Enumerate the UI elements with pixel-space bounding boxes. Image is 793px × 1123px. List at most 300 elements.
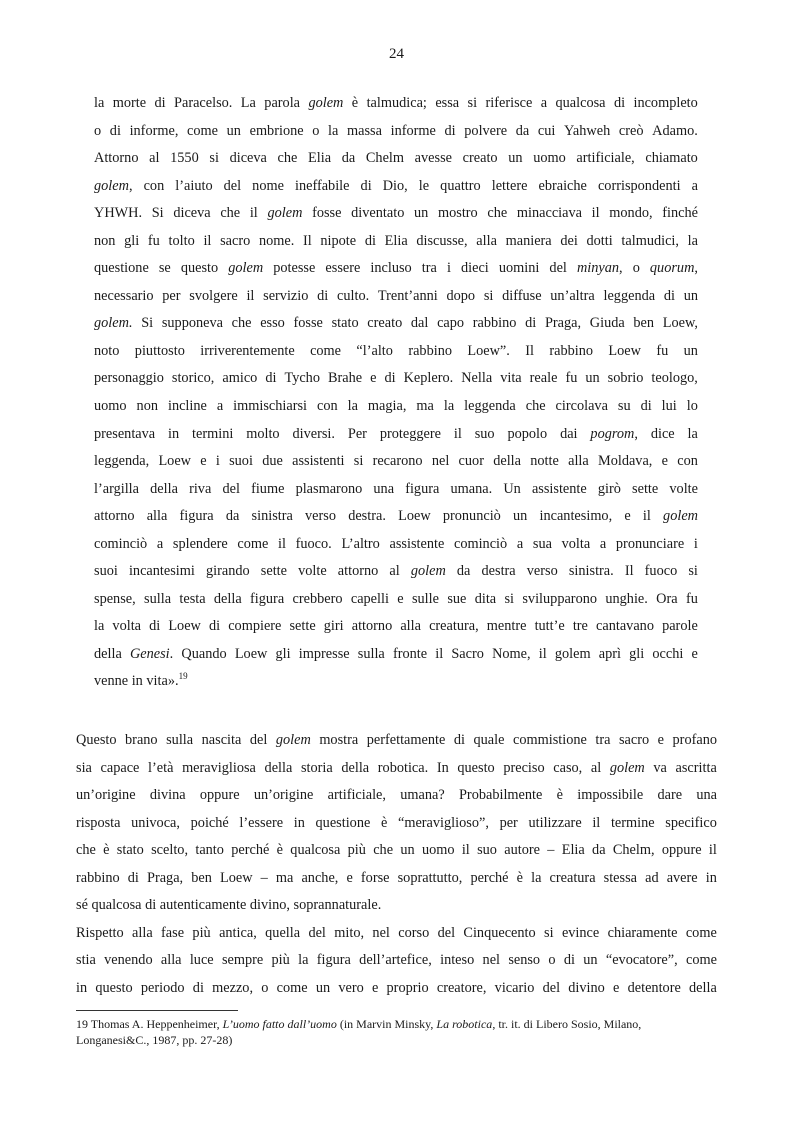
word: il	[642, 508, 651, 525]
word: autore	[504, 842, 540, 859]
word: spense,	[94, 590, 136, 607]
word: e	[657, 732, 665, 748]
word: l’argilla	[94, 480, 139, 497]
word: cominciò	[453, 535, 508, 552]
word: sulla	[166, 732, 194, 748]
body-line	[76, 727, 717, 755]
word: Genesi.	[129, 645, 174, 662]
word: minyan,	[576, 260, 623, 277]
word: giri	[323, 618, 344, 635]
word: leggenda,	[94, 453, 150, 470]
word: di	[208, 618, 221, 635]
word: Chelm	[365, 150, 405, 167]
footnote	[76, 1016, 717, 1048]
word: dopo	[446, 287, 476, 304]
word: e	[370, 370, 377, 387]
word: della	[213, 590, 242, 607]
word: un	[414, 205, 429, 222]
word: personaggio	[94, 370, 164, 387]
word: ad	[645, 869, 659, 886]
word: figura	[405, 480, 440, 497]
word: Loew,	[662, 315, 698, 332]
page-number: 24	[389, 46, 404, 62]
word: dotti	[586, 232, 613, 249]
word: Il	[624, 563, 634, 580]
word: o	[261, 979, 269, 996]
word: di	[453, 732, 465, 748]
word: chiamato	[645, 150, 698, 167]
word: è	[516, 869, 523, 886]
word: un	[513, 508, 528, 525]
word: il	[435, 645, 444, 662]
word: impresse	[298, 645, 350, 662]
word: la	[347, 398, 358, 415]
word: mostra	[319, 732, 359, 748]
word: stessa	[603, 869, 637, 886]
word: da	[225, 508, 240, 525]
word: e	[200, 453, 207, 470]
word: assistente	[531, 480, 587, 497]
word: da	[341, 150, 356, 167]
word: potesse	[273, 260, 316, 277]
word: capo	[437, 315, 465, 332]
word: antica,	[219, 924, 257, 941]
word: figura	[179, 508, 214, 525]
word: le	[418, 177, 430, 194]
word: sempre	[221, 952, 264, 969]
body-line	[76, 810, 717, 838]
word: fase	[161, 924, 185, 941]
word: alla	[400, 618, 421, 635]
word: un	[226, 122, 241, 139]
quote-line	[94, 641, 698, 669]
word: due	[262, 453, 283, 470]
word: un	[683, 342, 698, 359]
word: “l’alto	[356, 342, 393, 359]
word: stia	[76, 952, 96, 969]
word: divina	[149, 787, 186, 804]
word: Loew”.	[467, 342, 510, 359]
word: di	[563, 952, 575, 969]
word: qualcosa	[290, 842, 341, 859]
word: risposta	[76, 814, 121, 831]
word: sette	[260, 563, 287, 580]
word: svolgere	[189, 287, 238, 304]
word: Il	[525, 342, 534, 359]
word: è	[351, 95, 359, 111]
word: sulla	[357, 645, 385, 662]
body-line	[76, 975, 717, 1003]
word: Si	[151, 205, 164, 222]
word: creò	[618, 122, 644, 139]
word: morte	[112, 95, 147, 111]
footnote-separator	[76, 1010, 238, 1011]
word: un	[400, 842, 415, 859]
word: essere	[325, 260, 361, 277]
word: la	[687, 425, 698, 442]
word: Loew	[168, 618, 201, 635]
word: inteso	[440, 952, 475, 969]
word: golem	[609, 759, 645, 776]
word: di	[109, 122, 121, 139]
word: golem	[267, 205, 303, 222]
word: della	[264, 759, 293, 776]
word: un’origine	[76, 787, 136, 804]
word: Elia	[308, 150, 332, 167]
word: pronunciare	[615, 535, 685, 552]
word: creatura	[549, 869, 596, 886]
word: sette	[632, 480, 659, 497]
word: artificiale,	[327, 787, 386, 804]
word: si	[688, 563, 698, 580]
word: polvere	[464, 122, 508, 139]
word: commistione	[512, 732, 587, 748]
word: è	[556, 787, 563, 804]
word: golem	[554, 645, 591, 662]
word: univoca,	[131, 814, 180, 831]
word: un’origine	[253, 787, 314, 804]
text-run: venne in vita».	[94, 673, 179, 690]
word: l’età	[148, 759, 174, 776]
word: Sacro	[451, 645, 484, 662]
word: del	[549, 260, 567, 277]
word: Nella	[461, 370, 493, 387]
word: aprì	[598, 645, 621, 662]
word: il	[278, 535, 286, 552]
word: che	[231, 315, 252, 332]
word: dieci	[460, 260, 489, 277]
word: Chelm,	[612, 842, 655, 859]
word: profano	[672, 732, 717, 748]
word: sulle	[411, 590, 439, 607]
word: questione	[315, 814, 371, 831]
word: alla	[160, 952, 182, 969]
word: in	[705, 869, 717, 886]
word: “evocatore”,	[605, 952, 678, 969]
word: creato	[367, 315, 403, 332]
word: volta	[112, 618, 142, 635]
word: Quando	[181, 645, 227, 662]
word: Yahweh	[564, 122, 611, 139]
word: per	[499, 814, 518, 831]
word: e	[371, 979, 379, 996]
word: del	[542, 979, 561, 996]
word: del	[249, 732, 268, 748]
word: il	[453, 425, 462, 442]
text-run: (in Marvin Minsky,	[336, 1017, 437, 1031]
word: della	[689, 979, 717, 996]
word: brano	[125, 732, 158, 748]
word: la	[531, 869, 542, 886]
word: è	[380, 814, 388, 831]
word: informe,	[129, 122, 179, 139]
word: alla	[476, 232, 497, 249]
quote-line	[94, 228, 698, 256]
word: ben	[191, 869, 212, 886]
word: nel	[482, 952, 501, 969]
body-line	[76, 947, 717, 975]
word: sobrio	[607, 370, 644, 387]
word: di	[360, 177, 372, 194]
word: alla	[132, 924, 153, 941]
body-line	[76, 865, 717, 893]
word: golem	[308, 95, 344, 111]
word: al	[590, 759, 602, 776]
word: fu	[656, 342, 669, 359]
word: creatura,	[429, 618, 479, 635]
body-line	[76, 782, 717, 810]
word: incluso	[370, 260, 412, 277]
word: maniera	[505, 232, 552, 249]
word: tre	[572, 618, 588, 635]
word: svilupparono	[522, 590, 598, 607]
word: questione	[94, 260, 149, 277]
quote-line	[94, 255, 698, 283]
word: meravigliosa	[182, 759, 256, 776]
word: e	[661, 453, 668, 470]
word: la	[298, 952, 309, 969]
word: come	[685, 924, 717, 941]
word: e	[624, 508, 631, 525]
word: Loew	[234, 645, 268, 662]
word: si	[544, 924, 554, 941]
word: teologo,	[651, 370, 698, 387]
word: In	[436, 759, 449, 776]
word: di	[317, 287, 329, 304]
word: più	[347, 842, 366, 859]
quote-line	[94, 476, 698, 504]
word: sacro	[618, 732, 650, 748]
word: informe	[390, 122, 436, 139]
word: nipote	[320, 232, 357, 249]
word: popolo	[507, 425, 548, 442]
word: Il	[302, 232, 312, 249]
word: La	[240, 95, 256, 111]
word: una	[373, 480, 395, 497]
body-line	[76, 920, 717, 948]
body-text	[76, 727, 717, 1002]
word: Elia	[384, 232, 408, 249]
word: crebbero	[292, 590, 343, 607]
word: di	[613, 95, 626, 111]
word: uomini	[498, 260, 540, 277]
quote-line	[94, 173, 698, 201]
italic-text: La robotica	[436, 1017, 493, 1031]
word: che	[76, 842, 96, 859]
word: dare	[657, 787, 683, 804]
word: il	[203, 232, 212, 249]
word: che	[487, 205, 508, 222]
word: va	[653, 759, 667, 776]
word: verso	[526, 563, 558, 580]
word: suoi	[94, 563, 118, 580]
word: lo	[686, 398, 698, 415]
word: mentre	[486, 618, 527, 635]
text-run: 19 Thomas A. Heppenheimer,	[76, 1017, 223, 1031]
word: perché	[470, 869, 509, 886]
word: assistenti	[292, 453, 345, 470]
word: la	[94, 95, 105, 111]
word: del	[222, 480, 240, 497]
word: cuor	[458, 453, 484, 470]
word: proteggere	[379, 425, 441, 442]
word: che	[373, 842, 394, 859]
word: Trent’anni	[377, 287, 438, 304]
quote-line	[94, 503, 698, 531]
word: storia	[300, 759, 333, 776]
word: di	[265, 370, 277, 387]
word: dell’artefice,	[359, 952, 432, 969]
quote-line	[94, 118, 698, 146]
word: nome	[252, 177, 284, 194]
word: riva	[189, 480, 212, 497]
footnote-line	[76, 1032, 717, 1048]
text-run: Longanesi&C., 1987, pp. 27-28)	[76, 1033, 233, 1047]
quote-line	[94, 90, 698, 118]
word: esso	[260, 315, 285, 332]
word: come	[187, 122, 219, 139]
word: si	[467, 95, 478, 111]
word: immischiarsi	[233, 398, 308, 415]
word: incantesimi	[128, 563, 195, 580]
word: di	[663, 287, 675, 304]
word: tutt’e	[534, 618, 565, 635]
word: termini	[192, 425, 234, 442]
quote-line	[94, 283, 698, 311]
word: Dio,	[382, 177, 408, 194]
word: incompleto	[633, 95, 698, 111]
word: soprattutto,	[397, 869, 463, 886]
word: girando	[205, 563, 250, 580]
word: Elia	[561, 842, 585, 859]
word: di	[525, 315, 537, 332]
word: Per	[347, 425, 367, 442]
word: stato	[116, 842, 144, 859]
word: testa	[179, 590, 206, 607]
word: o	[632, 260, 640, 277]
word: utilizzare	[528, 814, 582, 831]
quote-line	[94, 668, 698, 696]
word: più	[271, 952, 290, 969]
word: un	[585, 370, 600, 387]
quote-line	[94, 586, 698, 614]
word: diffuse	[502, 287, 542, 304]
word: dal	[410, 315, 429, 332]
word: diceva	[229, 150, 267, 167]
word: o	[312, 122, 320, 139]
word: a	[216, 398, 224, 415]
word: unghie.	[605, 590, 648, 607]
word: questo	[180, 260, 219, 277]
word: se	[158, 260, 171, 277]
word: quattro	[440, 177, 481, 194]
word: dita	[474, 590, 497, 607]
word: Adamo.	[652, 122, 698, 139]
word: quale	[473, 732, 505, 748]
word: splendere	[172, 535, 228, 552]
footnote-line	[76, 1016, 717, 1032]
quote-line	[94, 393, 698, 421]
word: di	[384, 370, 396, 387]
word: Praga,	[544, 315, 582, 332]
word: lui	[661, 398, 677, 415]
word: incline	[167, 398, 207, 415]
word: un	[508, 150, 523, 167]
word: dice	[650, 425, 675, 442]
quote-line	[94, 200, 698, 228]
word: o	[94, 122, 102, 139]
word: e	[691, 645, 698, 662]
word: perché	[231, 842, 270, 859]
word: uomo	[94, 398, 127, 415]
word: rabbino	[549, 342, 594, 359]
word: termine	[610, 814, 655, 831]
word: Tycho	[284, 370, 320, 387]
word: servizio	[263, 287, 309, 304]
word: ineffabile	[294, 177, 350, 194]
word: la	[687, 232, 698, 249]
quote-line	[94, 310, 698, 338]
word: golem	[663, 508, 698, 525]
word: Praga,	[147, 869, 184, 886]
word: l’aiuto	[175, 177, 213, 194]
word: non	[136, 398, 158, 415]
word: del	[223, 177, 242, 194]
word: destra.	[348, 508, 386, 525]
word: i	[215, 453, 220, 470]
quote-line	[94, 338, 698, 366]
word: attorno	[337, 563, 379, 580]
word: dai	[560, 425, 578, 442]
quote-line	[94, 365, 698, 393]
word: senso	[508, 952, 541, 969]
word: divino	[568, 979, 605, 996]
word: evince	[561, 924, 600, 941]
word: periodo	[140, 979, 185, 996]
word: Keplero.	[403, 370, 454, 387]
word: in	[76, 979, 88, 996]
word: in	[293, 814, 305, 831]
word: che	[277, 150, 298, 167]
word: fosse	[293, 315, 323, 332]
word: golem	[275, 732, 311, 748]
word: detentore	[627, 979, 681, 996]
word: cantavano	[596, 618, 654, 635]
word: –	[260, 869, 268, 886]
word: Probabilmente	[458, 787, 543, 804]
word: golem,	[94, 177, 133, 194]
word: chiaramente	[607, 924, 678, 941]
word: anche,	[301, 869, 339, 886]
word: Loew	[398, 508, 431, 525]
word: impossibile	[577, 787, 644, 804]
word: notte	[530, 453, 559, 470]
word: –	[547, 842, 555, 859]
word: essa	[435, 95, 460, 111]
word: tolto	[168, 232, 195, 249]
word: o	[548, 952, 556, 969]
word: robotica.	[377, 759, 429, 776]
word: ma	[416, 398, 434, 415]
word: umana?	[400, 787, 445, 804]
word: del	[308, 924, 326, 941]
word: sia	[76, 759, 92, 776]
word: come	[310, 342, 342, 359]
word: leggenda	[603, 287, 656, 304]
word: ben	[633, 315, 655, 332]
word: artificiale,	[576, 150, 635, 167]
word: è	[103, 842, 110, 859]
